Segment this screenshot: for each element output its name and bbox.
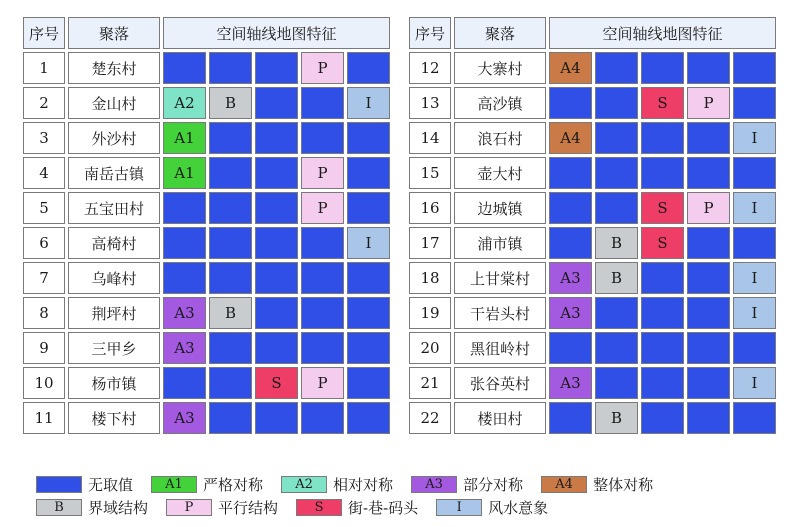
table-row — [23, 52, 390, 84]
feature-table-right — [406, 14, 779, 437]
feature-cell-empty — [687, 332, 730, 364]
legend-item — [436, 497, 548, 518]
table-row — [23, 402, 390, 434]
feature-cell-a3: A3 — [549, 367, 592, 399]
legend-swatch: S — [296, 499, 342, 516]
village-name: 边城镇 — [454, 192, 546, 224]
feature-cell-empty — [641, 402, 684, 434]
feature-cell-empty — [255, 262, 298, 294]
feature-cell-p: P — [687, 87, 730, 119]
village-name: 楼田村 — [454, 402, 546, 434]
table-row — [23, 367, 390, 399]
feature-cell-empty — [347, 332, 390, 364]
feature-cell-empty — [733, 52, 776, 84]
legend-swatch: I — [436, 499, 482, 516]
header-village: 聚落 — [68, 17, 160, 49]
feature-cell-a3: A3 — [163, 402, 206, 434]
feature-cell-empty — [595, 192, 638, 224]
legend-item — [36, 497, 148, 518]
feature-cell-empty — [641, 367, 684, 399]
legend-label: 街-巷-码头 — [348, 499, 419, 517]
feature-cell-empty — [641, 332, 684, 364]
feature-cell-empty — [687, 122, 730, 154]
feature-cell-empty — [687, 367, 730, 399]
feature-cell-p: P — [301, 157, 344, 189]
feature-cell-empty — [347, 157, 390, 189]
legend-row-2 — [36, 497, 566, 518]
header-index: 序号 — [23, 17, 65, 49]
table-row — [409, 332, 776, 364]
village-name: 金山村 — [68, 87, 160, 119]
legend-label: 平行结构 — [218, 499, 279, 517]
feature-cell-empty — [549, 332, 592, 364]
feature-cell-empty — [595, 332, 638, 364]
feature-cell-s: S — [641, 87, 684, 119]
village-name: 外沙村 — [68, 122, 160, 154]
feature-cell-empty — [255, 332, 298, 364]
feature-cell-b: B — [595, 262, 638, 294]
feature-cell-b: B — [595, 402, 638, 434]
feature-cell-empty — [641, 262, 684, 294]
village-name: 荆坪村 — [68, 297, 160, 329]
legend-item — [296, 497, 418, 518]
feature-cell-empty — [347, 402, 390, 434]
legend-swatch: B — [36, 499, 82, 516]
feature-cell-empty — [301, 262, 344, 294]
row-index: 6 — [23, 227, 65, 259]
feature-cell-empty — [209, 227, 252, 259]
feature-cell-a1: A1 — [163, 157, 206, 189]
feature-cell-a3: A3 — [163, 332, 206, 364]
legend-swatch: P — [166, 499, 212, 516]
feature-cell-i: I — [733, 367, 776, 399]
table-row — [23, 87, 390, 119]
feature-cell-p: P — [687, 192, 730, 224]
feature-cell-empty — [595, 122, 638, 154]
table-row — [23, 227, 390, 259]
feature-cell-i: I — [733, 297, 776, 329]
feature-table-left — [20, 14, 393, 437]
village-name: 壶大村 — [454, 157, 546, 189]
feature-cell-empty — [595, 52, 638, 84]
village-name: 浦市镇 — [454, 227, 546, 259]
feature-cell-empty — [687, 52, 730, 84]
feature-cell-empty — [549, 192, 592, 224]
row-index: 21 — [409, 367, 451, 399]
header-village: 聚落 — [454, 17, 546, 49]
feature-cell-empty — [641, 122, 684, 154]
feature-cell-p: P — [301, 52, 344, 84]
village-name: 乌峰村 — [68, 262, 160, 294]
feature-cell-empty — [255, 297, 298, 329]
feature-cell-empty — [687, 402, 730, 434]
row-index: 7 — [23, 262, 65, 294]
feature-cell-a1: A1 — [163, 122, 206, 154]
feature-cell-empty — [255, 122, 298, 154]
feature-cell-s: S — [255, 367, 298, 399]
legend-label: 部分对称 — [463, 476, 524, 494]
row-index: 18 — [409, 262, 451, 294]
feature-cell-empty — [301, 402, 344, 434]
feature-cell-empty — [549, 87, 592, 119]
feature-cell-empty — [255, 52, 298, 84]
feature-cell-empty — [301, 122, 344, 154]
feature-cell-empty — [641, 52, 684, 84]
legend-row-1 — [36, 474, 671, 495]
table-row — [409, 262, 776, 294]
village-name: 楼下村 — [68, 402, 160, 434]
legend-swatch: A4 — [541, 476, 587, 493]
row-index: 11 — [23, 402, 65, 434]
feature-cell-empty — [687, 227, 730, 259]
feature-cell-a3: A3 — [549, 297, 592, 329]
feature-cell-empty — [163, 367, 206, 399]
row-index: 2 — [23, 87, 65, 119]
feature-cell-empty — [687, 157, 730, 189]
table-row — [23, 157, 390, 189]
legend-item — [36, 474, 133, 495]
feature-cell-empty — [301, 332, 344, 364]
feature-cell-a2: A2 — [163, 87, 206, 119]
feature-cell-i: I — [733, 122, 776, 154]
feature-cell-empty — [163, 227, 206, 259]
feature-cell-empty — [209, 52, 252, 84]
legend-swatch: A3 — [411, 476, 457, 493]
row-index: 4 — [23, 157, 65, 189]
feature-cell-empty — [347, 52, 390, 84]
feature-cell-empty — [347, 262, 390, 294]
feature-cell-s: S — [641, 192, 684, 224]
row-index: 22 — [409, 402, 451, 434]
row-index: 3 — [23, 122, 65, 154]
village-name: 杨市镇 — [68, 367, 160, 399]
row-index: 1 — [23, 52, 65, 84]
row-index: 17 — [409, 227, 451, 259]
row-index: 12 — [409, 52, 451, 84]
feature-cell-a3: A3 — [163, 297, 206, 329]
feature-cell-empty — [255, 192, 298, 224]
legend-swatch: A2 — [281, 476, 327, 493]
header-index: 序号 — [409, 17, 451, 49]
table-row — [409, 52, 776, 84]
feature-cell-empty — [595, 157, 638, 189]
feature-cell-empty — [549, 402, 592, 434]
table-row — [409, 227, 776, 259]
village-name: 干岩头村 — [454, 297, 546, 329]
feature-cell-empty — [733, 332, 776, 364]
feature-cell-a4: A4 — [549, 122, 592, 154]
village-name: 上甘棠村 — [454, 262, 546, 294]
feature-cell-empty — [209, 122, 252, 154]
feature-cell-empty — [209, 402, 252, 434]
feature-cell-empty — [687, 262, 730, 294]
village-name: 五宝田村 — [68, 192, 160, 224]
legend-label: 相对对称 — [333, 476, 394, 494]
feature-cell-i: I — [733, 192, 776, 224]
feature-cell-empty — [209, 157, 252, 189]
village-name: 楚东村 — [68, 52, 160, 84]
feature-cell-a3: A3 — [549, 262, 592, 294]
table-row — [409, 157, 776, 189]
feature-cell-empty — [163, 52, 206, 84]
village-name: 高沙镇 — [454, 87, 546, 119]
table-row — [409, 402, 776, 434]
feature-cell-empty — [347, 367, 390, 399]
feature-cell-empty — [641, 297, 684, 329]
row-index: 5 — [23, 192, 65, 224]
legend-item — [166, 497, 278, 518]
feature-cell-empty — [209, 367, 252, 399]
table-row — [23, 297, 390, 329]
feature-cell-p: P — [301, 367, 344, 399]
feature-cell-empty — [255, 157, 298, 189]
legend-label: 严格对称 — [203, 476, 264, 494]
feature-cell-empty — [641, 157, 684, 189]
feature-cell-b: B — [595, 227, 638, 259]
table-header-row — [409, 17, 776, 49]
feature-cell-empty — [733, 227, 776, 259]
feature-cell-empty — [209, 192, 252, 224]
feature-cell-empty — [347, 297, 390, 329]
header-features: 空间轴线地图特征 — [549, 17, 776, 49]
village-name: 浪石村 — [454, 122, 546, 154]
legend-item — [281, 474, 393, 495]
legend-item — [151, 474, 263, 495]
table-row — [23, 332, 390, 364]
table-row — [23, 192, 390, 224]
table-row — [409, 122, 776, 154]
feature-cell-i: I — [347, 87, 390, 119]
village-name: 三甲乡 — [68, 332, 160, 364]
feature-cell-a4: A4 — [549, 52, 592, 84]
table-row — [409, 192, 776, 224]
legend-label: 无取值 — [88, 476, 134, 494]
village-name: 黑徂岭村 — [454, 332, 546, 364]
village-name: 高椅村 — [68, 227, 160, 259]
legend-item — [411, 474, 523, 495]
feature-cell-empty — [595, 87, 638, 119]
feature-cell-b: B — [209, 297, 252, 329]
row-index: 13 — [409, 87, 451, 119]
table-row — [409, 297, 776, 329]
row-index: 15 — [409, 157, 451, 189]
feature-cell-empty — [687, 297, 730, 329]
feature-cell-empty — [255, 402, 298, 434]
row-index: 16 — [409, 192, 451, 224]
feature-cell-empty — [549, 157, 592, 189]
legend-swatch — [36, 476, 82, 493]
feature-cell-empty — [255, 227, 298, 259]
feature-cell-empty — [301, 227, 344, 259]
legend-item — [541, 474, 653, 495]
row-index: 14 — [409, 122, 451, 154]
row-index: 8 — [23, 297, 65, 329]
feature-cell-i: I — [733, 262, 776, 294]
feature-cell-empty — [301, 297, 344, 329]
feature-cell-empty — [549, 227, 592, 259]
row-index: 19 — [409, 297, 451, 329]
table-row — [409, 87, 776, 119]
legend-label: 整体对称 — [593, 476, 654, 494]
legend-label: 界域结构 — [88, 499, 149, 517]
row-index: 10 — [23, 367, 65, 399]
feature-cell-empty — [209, 332, 252, 364]
row-index: 20 — [409, 332, 451, 364]
village-name: 大寨村 — [454, 52, 546, 84]
table-row — [23, 262, 390, 294]
legend-swatch: A1 — [151, 476, 197, 493]
table-row — [23, 122, 390, 154]
feature-cell-empty — [733, 157, 776, 189]
feature-cell-p: P — [301, 192, 344, 224]
feature-cell-empty — [209, 262, 252, 294]
table-row — [409, 367, 776, 399]
feature-cell-i: I — [347, 227, 390, 259]
village-name: 南岳古镇 — [68, 157, 160, 189]
feature-cell-empty — [347, 122, 390, 154]
feature-cell-b: B — [209, 87, 252, 119]
row-index: 9 — [23, 332, 65, 364]
feature-cell-s: S — [641, 227, 684, 259]
header-features: 空间轴线地图特征 — [163, 17, 390, 49]
feature-cell-empty — [595, 367, 638, 399]
feature-cell-empty — [595, 297, 638, 329]
feature-cell-empty — [347, 192, 390, 224]
feature-cell-empty — [163, 262, 206, 294]
feature-cell-empty — [733, 402, 776, 434]
legend-label: 风水意象 — [488, 499, 549, 517]
feature-cell-empty — [255, 87, 298, 119]
feature-cell-empty — [301, 87, 344, 119]
feature-cell-empty — [733, 87, 776, 119]
village-name: 张谷英村 — [454, 367, 546, 399]
feature-cell-empty — [163, 192, 206, 224]
table-header-row — [23, 17, 390, 49]
